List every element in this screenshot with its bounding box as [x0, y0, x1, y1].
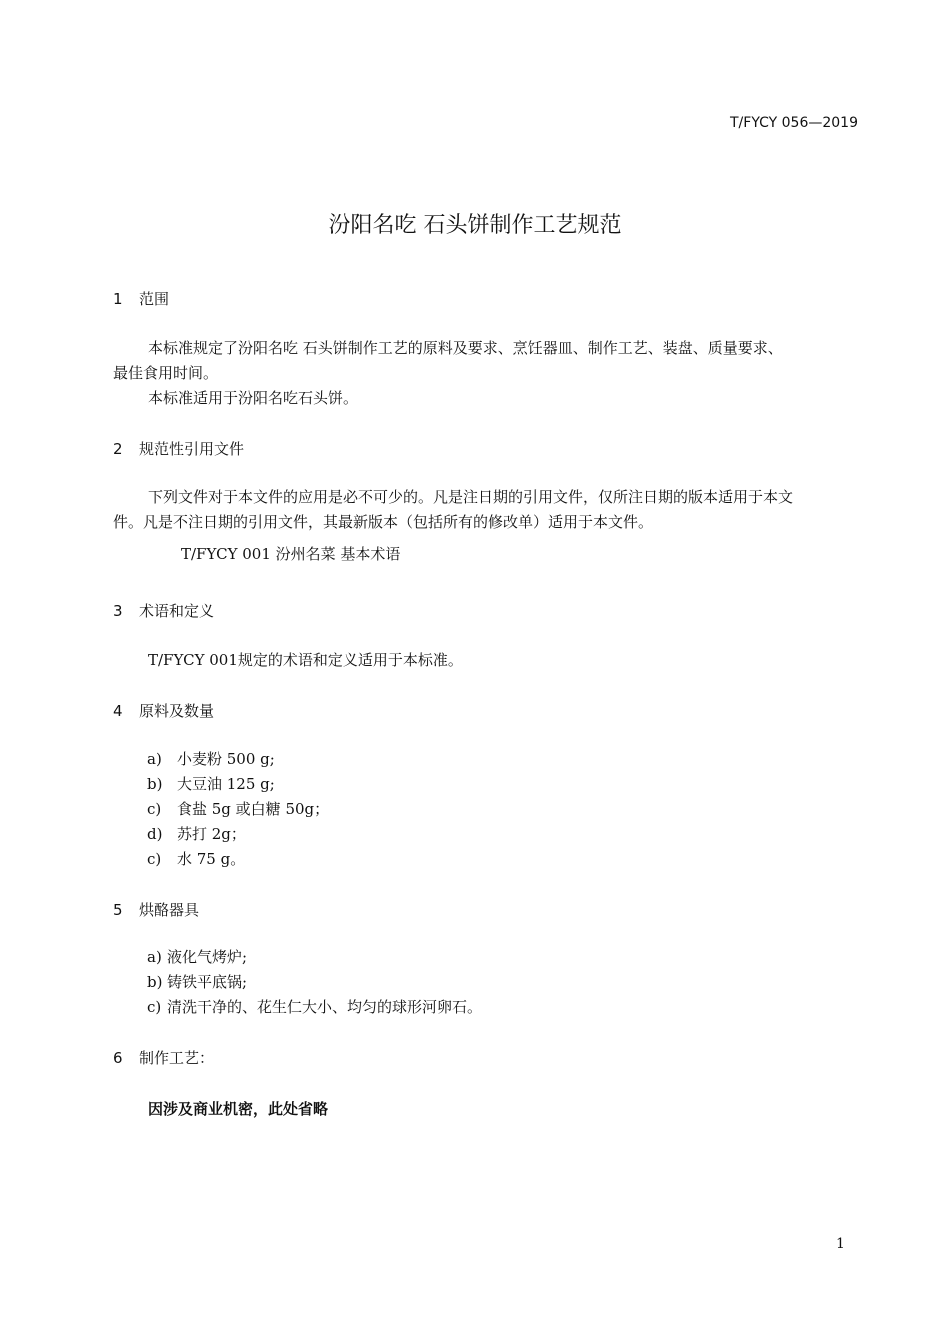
- list-text: 大豆油 125 g;: [177, 775, 275, 793]
- section-number: 4: [113, 702, 123, 720]
- list-item: [147, 848, 245, 869]
- list-marker: d): [147, 825, 163, 843]
- page-number: 1: [836, 1236, 845, 1252]
- document-title: 汾阳名吃 石头饼制作工艺规范: [328, 213, 622, 238]
- list-marker: c): [147, 800, 162, 818]
- list-text: 液化气烤炉;: [167, 948, 248, 966]
- list-item: [147, 996, 482, 1017]
- list-text: 清洗干净的、花生仁大小、均匀的球形河卵石。: [167, 998, 483, 1016]
- scope-para2: 本标准适用于汾阳名吃石头饼。: [148, 389, 359, 407]
- section-title: 规范性引用文件: [139, 440, 245, 458]
- document-code: T/FYCY 056—2019: [730, 115, 858, 131]
- list-marker: c): [147, 998, 162, 1016]
- list-text: 苏打 2g；: [177, 825, 246, 843]
- section-4-heading: [113, 700, 214, 721]
- list-item: [147, 971, 247, 992]
- list-text: 铸铁平底锅;: [167, 973, 248, 991]
- section-number: 5: [113, 901, 123, 919]
- list-marker: c): [147, 850, 162, 868]
- list-text: 食盐 5g 或白糖 50g；: [177, 800, 330, 818]
- list-marker: a): [147, 750, 162, 768]
- section-6-heading: [113, 1047, 214, 1068]
- section-1-heading: [113, 288, 169, 309]
- scope-para1-line2: 最佳食用时间。: [113, 364, 219, 382]
- section-2-heading: [113, 438, 244, 459]
- list-item: [147, 798, 329, 819]
- section-title: 范围: [139, 290, 170, 308]
- list-marker: a): [147, 948, 162, 966]
- process-omitted-note: 因涉及商业机密，此处省略: [148, 1100, 329, 1118]
- list-item: [147, 823, 246, 844]
- section-number: 1: [113, 290, 123, 308]
- section-title: 烘酪器具: [139, 901, 200, 919]
- section-title: 原料及数量: [139, 702, 215, 720]
- list-text: 小麦粉 500 g;: [177, 750, 275, 768]
- refs-para-line2: 件。凡是不注日期的引用文件，其最新版本（包括所有的修改单）适用于本文件。: [113, 513, 654, 531]
- list-marker: b): [147, 775, 163, 793]
- reference-item: T/FYCY 001 汾州名菜 基本术语: [181, 545, 401, 563]
- list-item: [147, 748, 275, 769]
- list-item: [147, 773, 275, 794]
- section-number: 3: [113, 602, 123, 620]
- scope-para1-line1: 本标准规定了汾阳名吃 石头饼制作工艺的原料及要求、烹饪器皿、制作工艺、装盘、质量要求、: [148, 339, 783, 357]
- section-3-heading: [113, 600, 214, 621]
- section-title: 制作工艺：: [139, 1049, 215, 1067]
- section-title: 术语和定义: [139, 602, 215, 620]
- list-marker: b): [147, 973, 163, 991]
- list-text: 水 75 g。: [177, 850, 246, 868]
- section-5-heading: [113, 899, 199, 920]
- terms-para: T/FYCY 001规定的术语和定义适用于本标准。: [148, 651, 463, 669]
- refs-para-line1: 下列文件对于本文件的应用是必不可少的。凡是注日期的引用文件，仅所注日期的版本适用于本文: [148, 488, 794, 506]
- section-number: 6: [113, 1049, 123, 1067]
- list-item: [147, 946, 247, 967]
- section-number: 2: [113, 440, 123, 458]
